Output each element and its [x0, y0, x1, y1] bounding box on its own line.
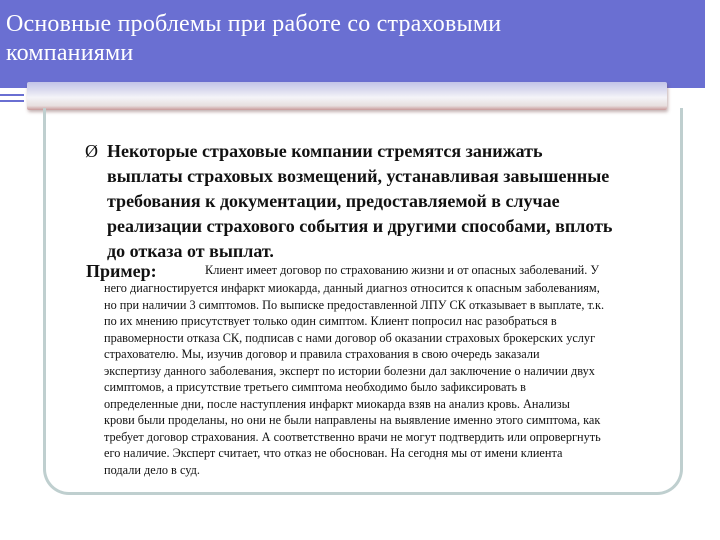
example-line: но при наличии 3 симптомов. По выписке предоставленной ЛПУ СК отказывает в выплате, т.к.	[104, 297, 605, 312]
slide-title	[6, 10, 696, 68]
bullet-line: требования к документации, предоставляемой в случае	[107, 191, 560, 211]
example-first-line: Клиент имеет договор по страхованию жизни и от опасных заболеваний. У	[205, 263, 600, 277]
bullet-line: до отказа от выплат.	[107, 241, 274, 261]
example-label: Пример:	[86, 261, 157, 281]
bullet-point	[86, 139, 688, 264]
bullet-line: выплаты страховых возмещений, устанавливая завышенные	[107, 166, 610, 186]
bullet-arrow-icon: Ø	[85, 141, 98, 161]
slide-title-line: компаниями	[6, 40, 134, 66]
title-right-strip	[705, 0, 720, 100]
example-line: по их мнению присутствует только один симптом. Клиент попросил нас разобраться в	[104, 314, 557, 328]
bullet-line: реализации страхового события и другими способами, вплоть	[107, 216, 613, 236]
example-line: него диагностируется инфаркт миокарда, данный диагноз относится к опасным заболеваниям,	[104, 281, 600, 295]
example-line: определенные дни, после наступления инфаркт миокарда взяв на анализ кровь. Анализы	[104, 396, 570, 411]
example-line: его наличие. Эксперт считает, что отказ не обоснован. На сегодня мы от имени клиента	[104, 446, 563, 460]
example-line: симптомов, а присутствие третьего симптома необходимо было зафиксировать в	[104, 380, 526, 394]
decorative-3d-bar	[27, 82, 667, 110]
example-line: требует договор страхования. А соответственно врачи не могут подтвердить или опровергнуть	[104, 429, 601, 444]
bullet-text	[86, 139, 688, 264]
example-body	[104, 280, 686, 478]
bullet-line: Некоторые страховые компании стремятся занижать	[107, 141, 543, 161]
decorative-line	[0, 94, 24, 96]
example-line: страхователю. Мы, изучив договор и правила страхования в свою очередь заказали	[104, 347, 540, 361]
example-line: экспертизу данного заболевания, эксперт по истории болезни дал заключение о наличии двух	[104, 363, 595, 378]
example-line: крови были проделаны, но они не были направлены на выявление именно этого симптома, как	[104, 413, 601, 427]
example-line: подали дело в суд.	[104, 462, 200, 477]
example-line: правомерности отказа СК, подписав с нами договор об оказании страховых брокерских услуг	[104, 330, 596, 345]
slide-title-line: Основные проблемы при работе со страховыми	[6, 11, 502, 37]
decorative-line	[0, 100, 24, 102]
